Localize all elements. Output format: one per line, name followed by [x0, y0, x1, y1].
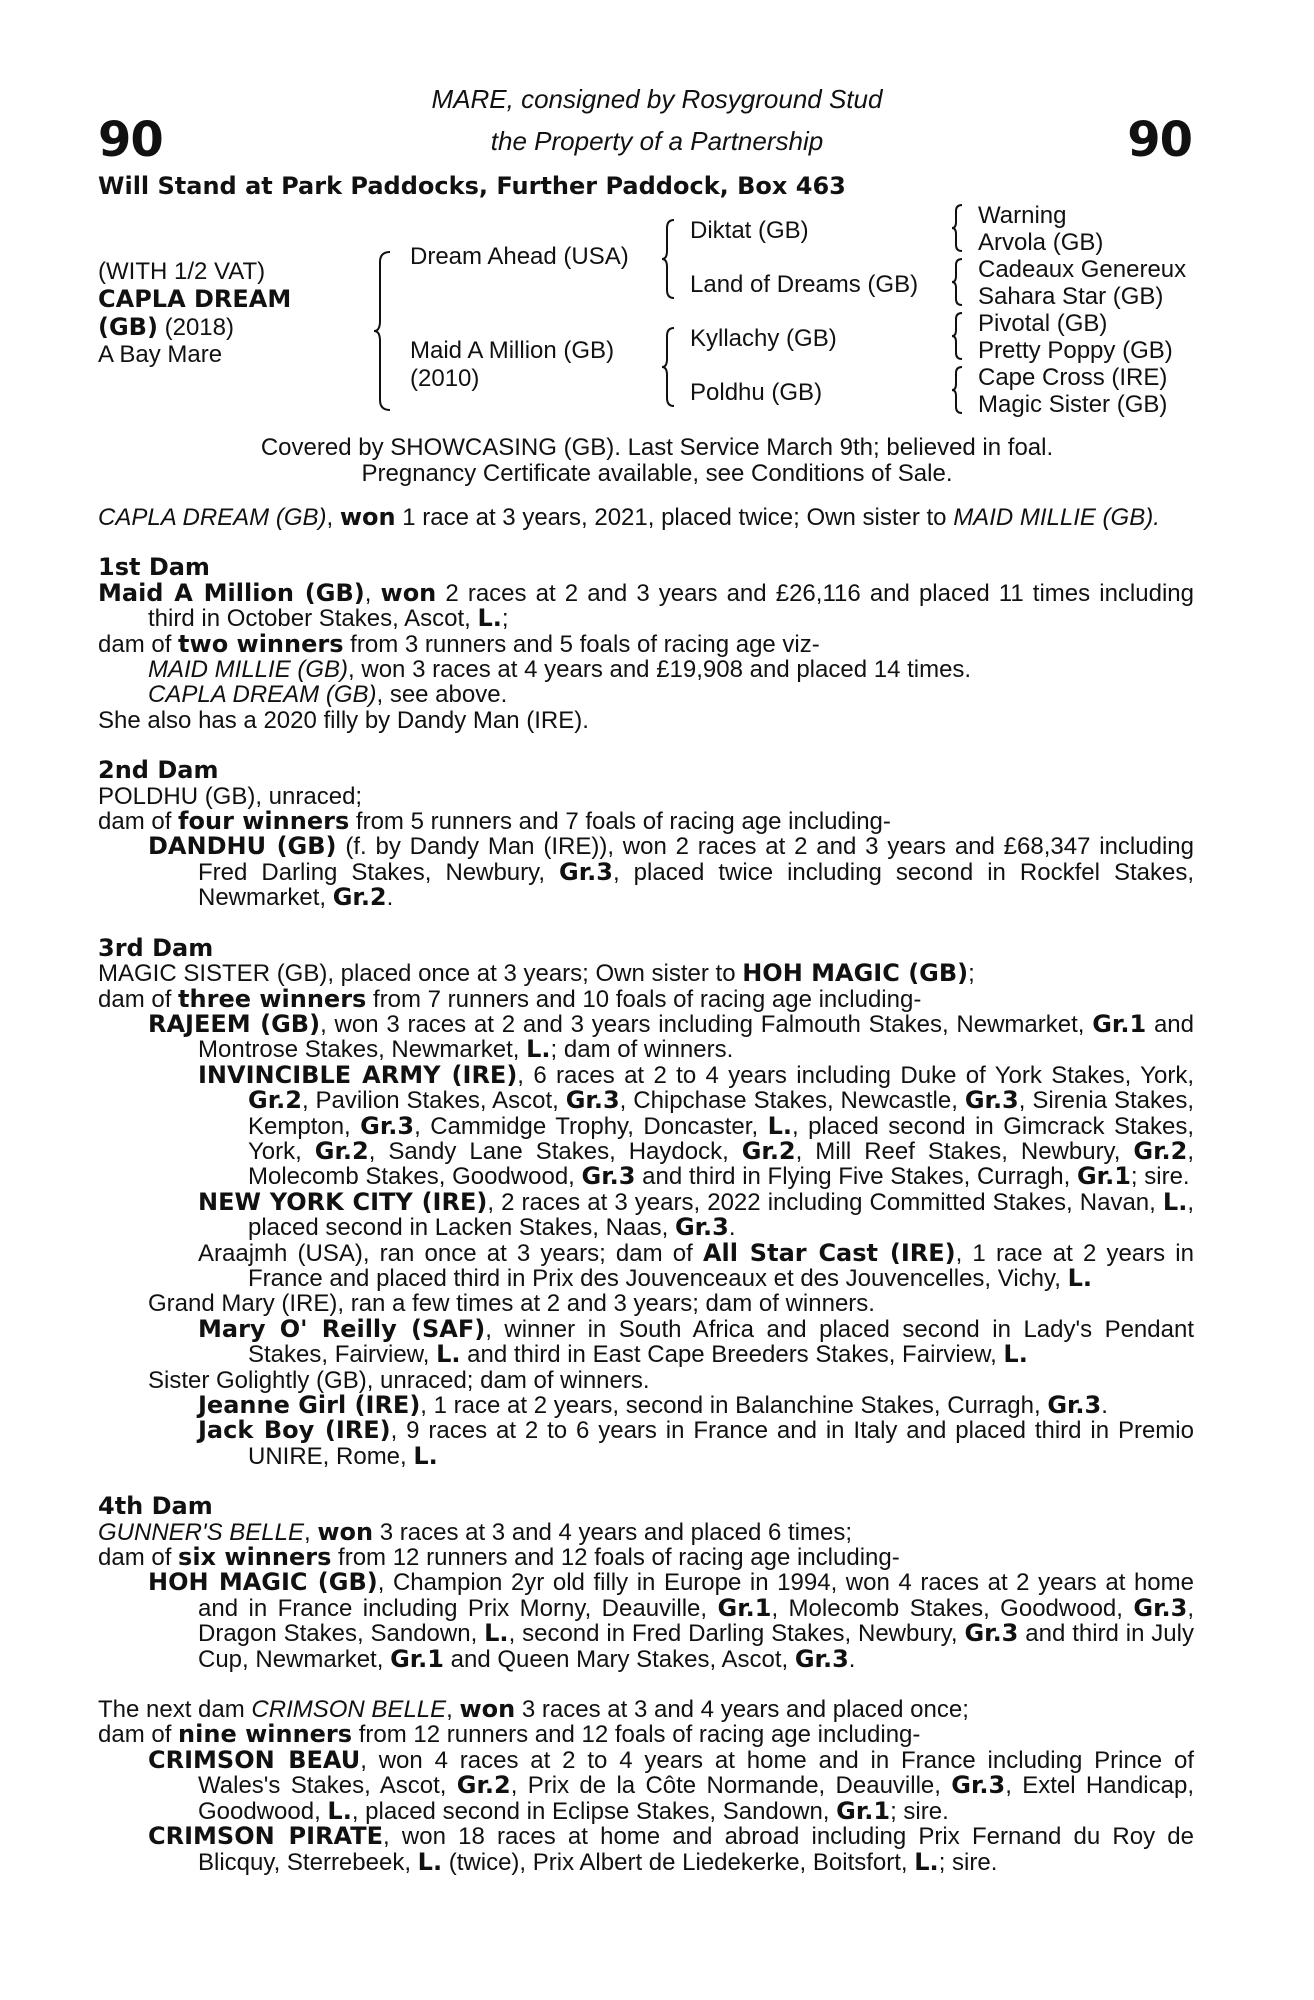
- intro-paragraph: CAPLA DREAM (GB), won 1 race at 3 years, 2021, placed twice; Own sister to MAID MILLIE (GB).: [98, 503, 1160, 531]
- produce-maid-millie: MAID MILLIE (GB), won 3 races at 4 years and £19,908 and placed 14 times.: [148, 656, 972, 684]
- produce-sister-golightly: Sister Golightly (GB), unraced; dam of winners.: [148, 1366, 650, 1394]
- sire-dam: Land of Dreams (GB): [690, 271, 919, 298]
- first-dam-note: She also has a 2020 filly by Dandy Man (IRE).: [98, 706, 589, 734]
- ancestor-5: Pivotal (GB): [978, 310, 1108, 337]
- pregnancy-note: Pregnancy Certificate available, see Conditions of Sale.: [361, 460, 953, 487]
- dam-year: (2010): [410, 365, 480, 392]
- next-dam-entry: The next dam CRIMSON BELLE, won 3 races at 3 and 4 years and placed once;: [98, 1695, 969, 1724]
- produce-new-york-city: NEW YORK CITY (IRE), 2 races at 3 years, 2022 including Committed Stakes, Navan, L., placed second in Lacken Stakes, Naas, Gr.3.: [198, 1187, 1194, 1242]
- first-dam-entry: Maid A Million (GB), won 2 races at 2 and 3 years and £26,116 and placed 11 times including third in October Stakes, Ascot, L.;: [98, 578, 1194, 633]
- horse-origin-year: (GB) (2018): [98, 313, 234, 341]
- produce-crimson-beau: CRIMSON BEAU, won 4 races at 2 to 4 years at home and in France including Prince of Wales's Stakes, Ascot, Gr.2, Prix de la Côte Normande, Deauville, Gr.3, Extel Handicap, Goodwood, L., placed second in Eclipse Stakes, Sandown, Gr.1; sire.: [148, 1745, 1195, 1825]
- horse-name: CAPLA DREAM: [98, 285, 292, 313]
- produce-jeanne-girl: Jeanne Girl (IRE), 1 race at 2 years, second in Balanchine Stakes, Curragh, Gr.3.: [198, 1391, 1108, 1419]
- next-dam-produce: dam of nine winners from 12 runners and 12 foals of racing age including-: [98, 1720, 921, 1749]
- produce-crimson-pirate: CRIMSON PIRATE, won 18 races at home and abroad including Prix Fernand du Roy de Blicquy, Sterrebeek, L. (twice), Prix Albert de Liedekerke, Boitsfort, L.; sire.: [148, 1822, 1194, 1876]
- third-dam-heading: 3rd Dam: [98, 933, 214, 962]
- first-dam-heading: 1st Dam: [98, 553, 210, 582]
- brace-sire-parents: [660, 218, 676, 300]
- catalogue-body: [98, 505, 1194, 1875]
- dam-sire: Kyllachy (GB): [690, 325, 837, 352]
- ancestor-3: Cadeaux Genereux: [978, 256, 1187, 283]
- produce-grand-mary: Grand Mary (IRE), ran a few times at 2 and 3 years; dam of winners.: [148, 1290, 875, 1318]
- produce-invincible-army: INVINCIBLE ARMY (IRE), 6 races at 2 to 4 years including Duke of York Stakes, York, Gr.2, Pavilion Stakes, Ascot, Gr.3, Chipchase Stakes, Newcastle, Gr.3, Sirenia Stakes, Kempton, Gr.3, Cammidge Trophy, Doncaster, L., placed second in Gimcrack Stakes, York, Gr.2, Sandy Lane Stakes, Haydock, Gr.2, Mill Reef Stakes, Newbury, Gr.2, Molecomb Stakes, Goodwood, Gr.3 and third in Flying Five Stakes, Curragh, Gr.1; sire.: [198, 1060, 1195, 1191]
- horse-description: A Bay Mare: [98, 341, 223, 368]
- second-dam-heading: 2nd Dam: [98, 756, 219, 785]
- lot-number-left: 90: [98, 112, 163, 168]
- brace-g4: [950, 365, 964, 415]
- third-dam-entry: MAGIC SISTER (GB), placed once at 3 years; Own sister to HOH MAGIC (GB);: [98, 959, 975, 988]
- ancestor-1: Warning: [978, 202, 1067, 229]
- produce-mary-o-reilly: Mary O' Reilly (SAF), winner in South Africa and placed second in Lady's Pendant Stakes, Fairview, L. and third in East Cape Breeders Stakes, Fairview, L.: [198, 1314, 1194, 1369]
- produce-hoh-magic: HOH MAGIC (GB), Champion 2yr old filly in Europe in 1994, won 4 races at 2 years at home and in France including Prix Morny, Deauville, Gr.1, Molecomb Stakes, Goodwood, Gr.3, Dragon Stakes, Sandown, L., second in Fred Darling Stakes, Newbury, Gr.3 and third in July Cup, Newmarket, Gr.1 and Queen Mary Stakes, Ascot, Gr.3.: [148, 1568, 1194, 1673]
- third-dam-produce: dam of three winners from 7 runners and 10 foals of racing age including-: [98, 984, 922, 1013]
- brace-g2: [950, 257, 964, 307]
- produce-jack-boy: Jack Boy (IRE), 9 races at 2 to 6 years in France and in Italy and placed third in Premio UNIRE, Rome, L.: [198, 1416, 1194, 1470]
- fourth-dam-produce: dam of six winners from 12 runners and 12 foals of racing age including-: [98, 1543, 900, 1572]
- brace-dam-parents: [660, 326, 676, 408]
- brace-g3: [950, 311, 964, 361]
- fourth-dam-heading: 4th Dam: [98, 1492, 213, 1521]
- fourth-dam-entry: GUNNER'S BELLE, won 3 races at 3 and 4 years and placed 6 times;: [98, 1517, 853, 1546]
- produce-araajmh: Araajmh (USA), ran once at 3 years; dam of All Star Cast (IRE), 1 race at 2 years in France and placed third in Prix des Jouvenceaux et des Jouvencelles, Vichy, L.: [198, 1238, 1194, 1292]
- first-dam-produce: dam of two winners from 3 runners and 5 foals of racing age viz-: [98, 629, 820, 658]
- ancestor-8: Magic Sister (GB): [978, 391, 1168, 418]
- produce-rajeem: RAJEEM (GB), won 3 races at 2 and 3 years including Falmouth Stakes, Newmarket, Gr.1 and Montrose Stakes, Newmarket, L.; dam of winners.: [148, 1009, 1194, 1064]
- brace-g1: [950, 203, 964, 253]
- dam-dam: Poldhu (GB): [690, 379, 823, 406]
- dam: Maid A Million (GB): [410, 337, 615, 364]
- consignor-line: MARE, consigned by Rosyground Stud: [431, 84, 883, 114]
- vat-note: (WITH 1/2 VAT): [98, 258, 266, 285]
- ancestor-4: Sahara Star (GB): [978, 283, 1164, 310]
- brace-parents: [372, 250, 392, 412]
- ancestor-2: Arvola (GB): [978, 229, 1104, 256]
- stand-location: Will Stand at Park Paddocks, Further Paddock, Box 463: [98, 172, 846, 200]
- ancestor-7: Cape Cross (IRE): [978, 364, 1168, 391]
- covering-note: Covered by SHOWCASING (GB). Last Service March 9th; believed in foal.: [260, 434, 1054, 461]
- produce-dandhu: DANDHU (GB) (f. by Dandy Man (IRE)), won 2 races at 2 and 3 years and £68,347 including Fred Darling Stakes, Newbury, Gr.3, placed twice including second in Rockfel Stakes, Newmarket, Gr.2.: [148, 832, 1194, 912]
- sire: Dream Ahead (USA): [410, 243, 629, 270]
- second-dam-entry: POLDHU (GB), unraced;: [98, 782, 363, 810]
- second-dam-produce: dam of four winners from 5 runners and 7 foals of racing age including-: [98, 807, 891, 836]
- property-line: the Property of a Partnership: [490, 126, 824, 156]
- sire-sire: Diktat (GB): [690, 217, 809, 244]
- lot-number-right: 90: [1127, 112, 1192, 168]
- ancestor-6: Pretty Poppy (GB): [978, 337, 1173, 364]
- produce-capla-dream: CAPLA DREAM (GB), see above.: [148, 681, 508, 709]
